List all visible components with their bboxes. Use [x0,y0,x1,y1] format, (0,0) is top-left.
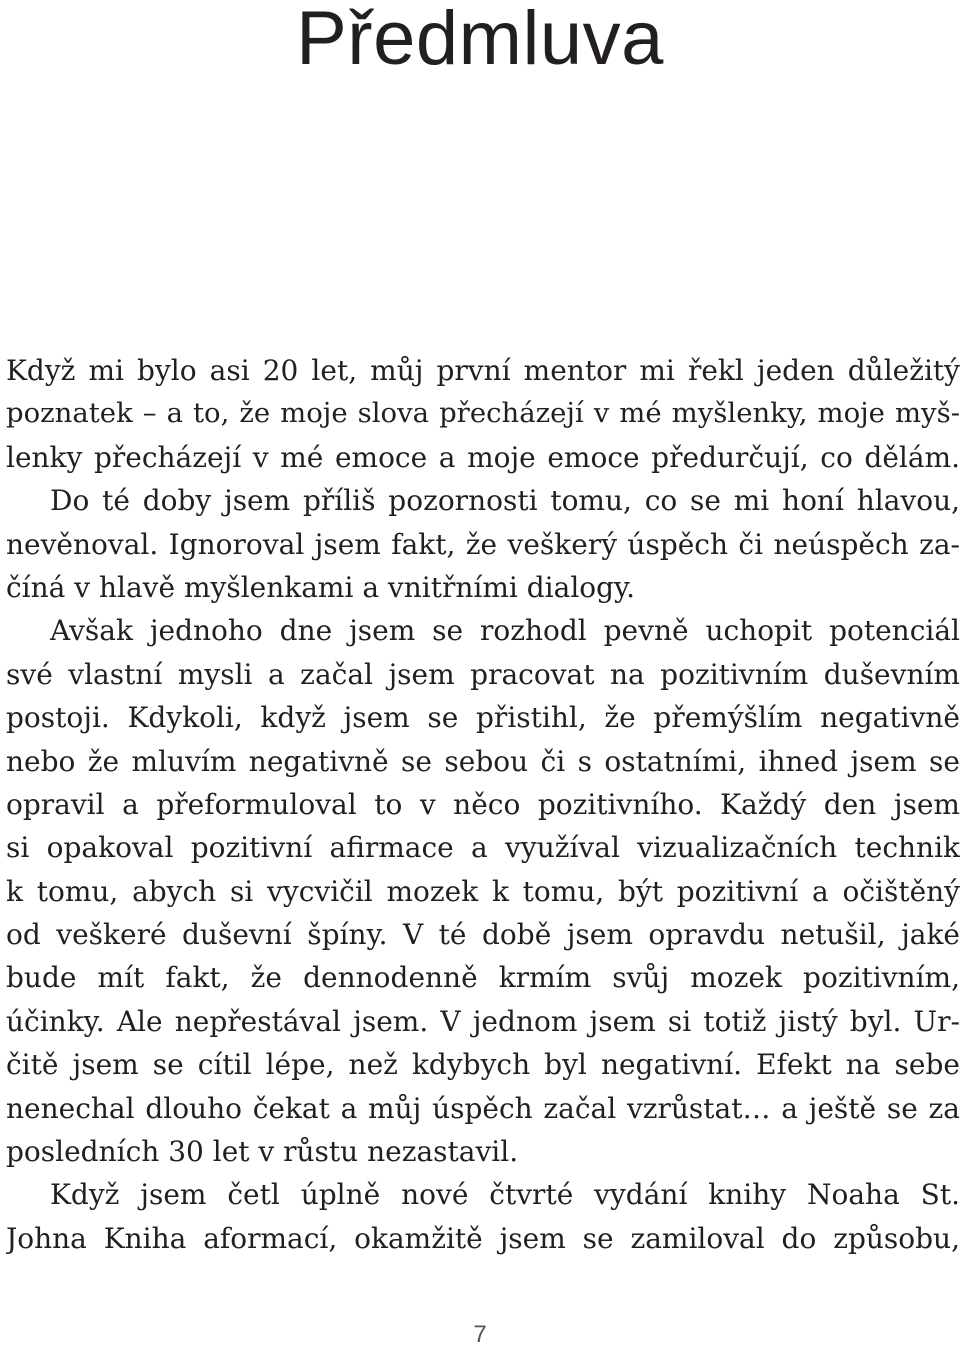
text-line: Avšak jednoho dne jsem se rozhodl pevně uchopit potenciál [50,614,960,648]
text-line: opravil a přeformuloval to v něco pozitivního. Každý den jsem [6,787,960,821]
text-line: lenky přecházejí v mé emoce a moje emoce předurčují, co dělám. [6,440,960,474]
page-number: 7 [473,1321,487,1348]
text-line: Do té doby jsem příliš pozornosti tomu, co se mi honí hlavou, [50,484,960,518]
text-line: Johna Kniha aformací, okamžitě jsem se zamiloval do způsobu, [6,1221,960,1255]
text-line: posledních 30 let v růstu nezastavil. [6,1135,519,1169]
text-line: si opakoval pozitivní afirmace a využíval vizualizačních technik [6,831,960,865]
text-line: postoji. Kdykoli, když jsem se přistihl, že přemýšlím negativně [6,701,960,735]
page-title: Předmluva [296,0,664,81]
text-line: poznatek – a to, že moje slova přecházejí v mé myšlenky, moje myš- [6,397,960,430]
text-line: Když jsem četl úplně nové čtvrté vydání knihy Noaha St. [50,1178,960,1212]
text-line: nevěnoval. Ignoroval jsem fakt, že veškerý úspěch či neúspěch za- [6,527,960,561]
text-line: nenechal dlouho čekat a můj úspěch začal vzrůstat… a ještě se za [6,1091,960,1125]
text-line: účinky. Ale nepřestával jsem. V jednom jsem si totiž jistý byl. Ur- [6,1004,960,1038]
text-line: od veškeré duševní špíny. V té době jsem opravdu netušil, jaké [6,918,960,952]
text-line: nebo že mluvím negativně se sebou či s ostatními, ihned jsem se [6,744,960,778]
text-line: Když mi bylo asi 20 let, můj první mentor mi řekl jeden důležitý [6,354,960,387]
text-line: bude mít fakt, že dennodenně krmím svůj mozek pozitivním, [6,961,960,995]
body-text [6,349,960,1260]
text-line: k tomu, abych si vycvičil mozek k tomu, být pozitivní a očištěný [6,874,960,908]
text-line: své vlastní mysli a začal jsem pracovat na pozitivním duševním [6,657,960,691]
text-line: čitě jsem se cítil lépe, než kdybych byl negativní. Efekt na sebe [6,1048,960,1082]
text-line: číná v hlavě myšlenkami a vnitřními dialogy. [6,570,636,604]
